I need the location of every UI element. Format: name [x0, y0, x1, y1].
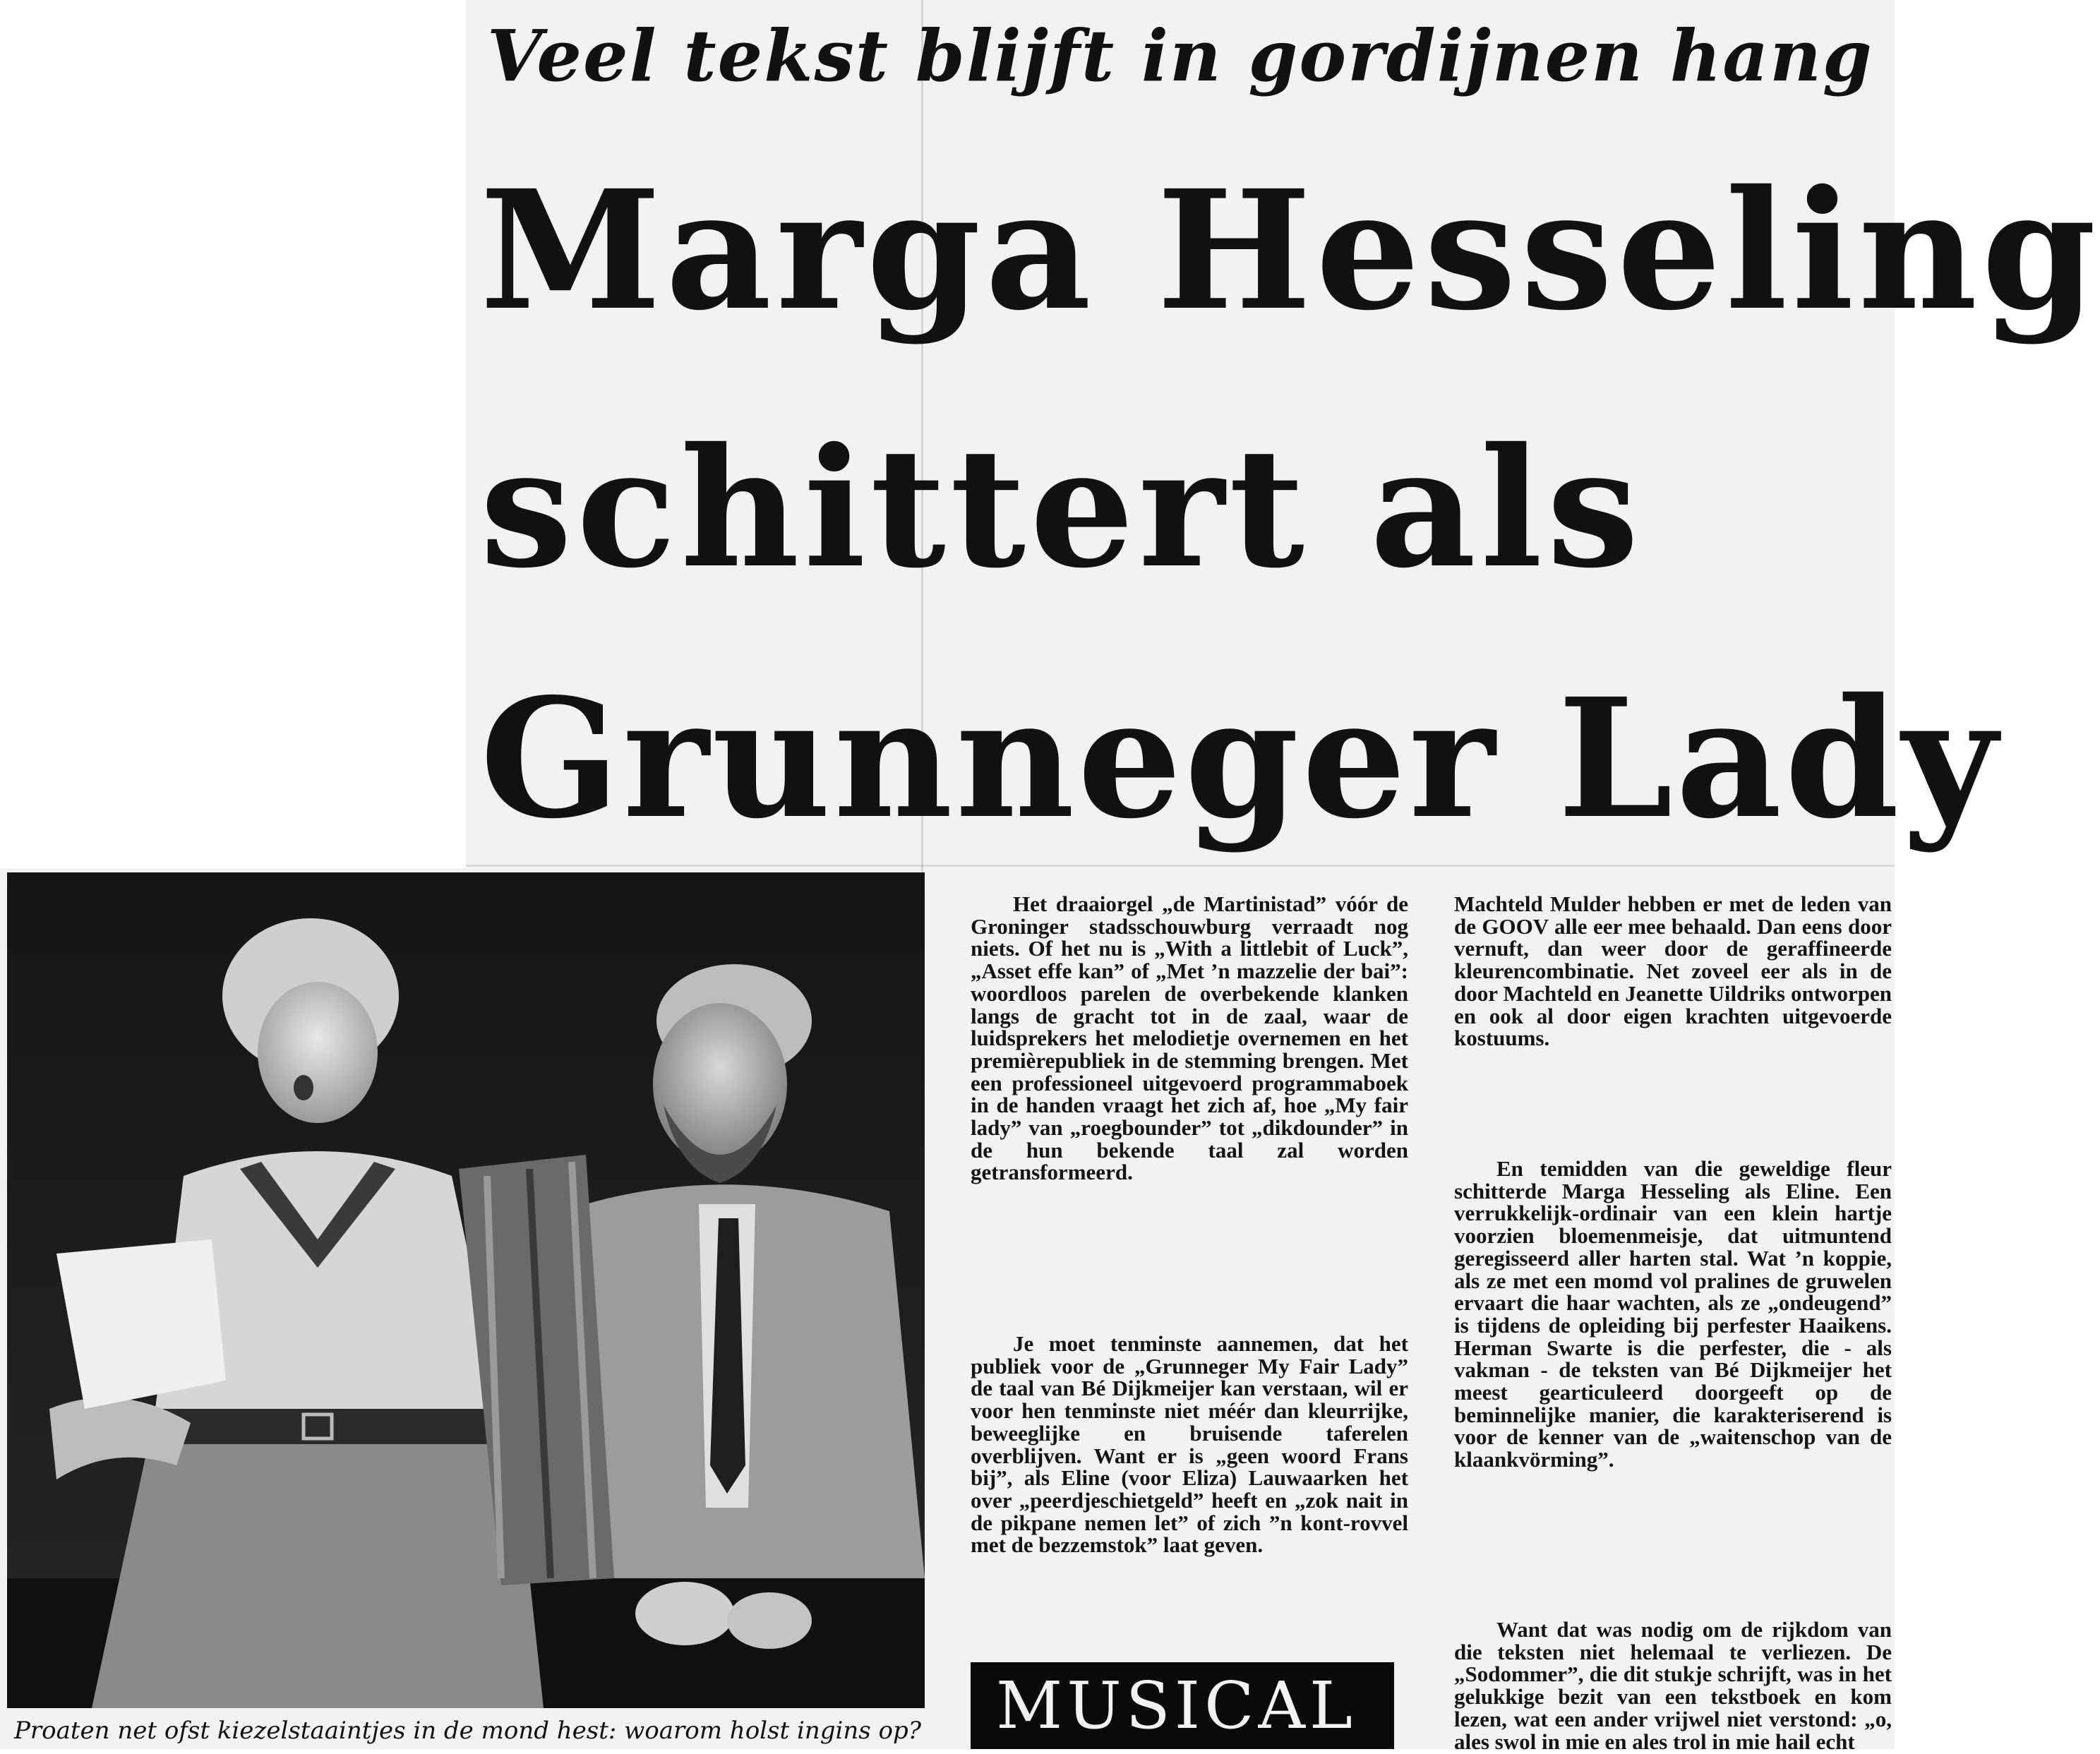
article-paragraph	[971, 893, 1408, 1184]
article-paragraph	[1454, 1618, 1892, 1753]
paragraph-text: Het draaiorgel „de Martinistad” vóór de Groninger stadsschouwburg verraadt nog niets. Of het nu is „With a littlebit of Luck”, „Asset effe kan” of „Met ’n mazzelie der bai”: woordloos parelen de overbekende klanken langs de gracht tot in de zaal, waar de luidsprekers het melodietje overnemen en het premièrepubliek in de stemming brengen. Met een professioneel uitgevoerd programmaboek in de handen vraagt het zich af, hoe „My fair lady” van „roegbounder” tot „dikdounder” in de hun bekende taal zal worden getransformeerd.	[971, 891, 1408, 1185]
paragraph-text: Je moet tenminste aannemen, dat het publiek voor de „Grunneger My Fair Lady” de taal van Bé Dijkmeijer kan verstaan, wil er voor hen tenminste niet méér dan kleurrijke, beweeglijke en bruisende taferelen overblijven. Want er is „geen woord Frans bij”, als Eline (voor Eliza) Lauwaarken het over „peerdjeschietgeld” heeft en „zok nait in de pikpane nemen let” of zich ”n kont-rovvel met de bezzemstok” laat geven.	[971, 1331, 1408, 1558]
photo-caption: Proaten net ofst kiezelstaaintjes in de mond hest: woarom holst ingins op?	[14, 1717, 921, 1745]
headline-line-3: Grunneger Lady	[480, 662, 2000, 855]
article-paragraph	[1454, 893, 1892, 1050]
paragraph-text: Want dat was nodig om de rijkdom van die teksten niet helemaal te verliezen. De „Sodommer”, die dit stukje schrijft, was in het gelukkige bezit van een tekstboek en kom lezen, wat een ander vrijwel niet verstond: „o, ales swol in mie en ales trol in mie hail echt	[1454, 1617, 1892, 1754]
stage-photo-icon	[7, 872, 925, 1708]
article-kicker: Veel tekst blijft in gordijnen hang	[487, 14, 1873, 97]
paper-fold-horizontal	[466, 865, 1895, 867]
paragraph-text: En temidden van die geweldige fleur schitterde Marga Hesseling als Eline. Een verrukkelijk-ordinair van een klein hartje voorzien bloemenmeisje, dat uitmuntend geregisseerd aller harten stal. Wat ’n koppie, als ze met een momd vol pralines de gruwelen ervaart die haar wachten, als ze „ondeugend” is tijdens de opleiding bij perfester Haaikens. Herman Swarte is die perfester, die - als vakman - de teksten van Bé Dijkmeijer het meest gearticuleerd doorgeeft op de beminnelijke manier, die karakteriserend is voor de kenner van de „waitenschop van de klaankvörming”.	[1454, 1156, 1892, 1472]
stage-photo	[7, 872, 925, 1708]
article-paragraph	[971, 1333, 1408, 1556]
paragraph-text: Machteld Mulder hebben er met de leden van de GOOV alle eer mee behaald. Dan eens door vernuft, dan weer door de geraffineerde kleurencombinatie. Net zoveel eer als in de door Machteld en Jeanette Uildriks ontworpen en ook al door eigen krachten uitgevoerde kostuums.	[1454, 891, 1892, 1051]
article-paragraph	[1454, 1158, 1892, 1471]
section-label-bar: MUSICAL	[971, 1662, 1394, 1749]
headline-line-1: Marga Hesseling	[480, 154, 2100, 347]
headline-line-2: schittert als	[480, 412, 1643, 604]
